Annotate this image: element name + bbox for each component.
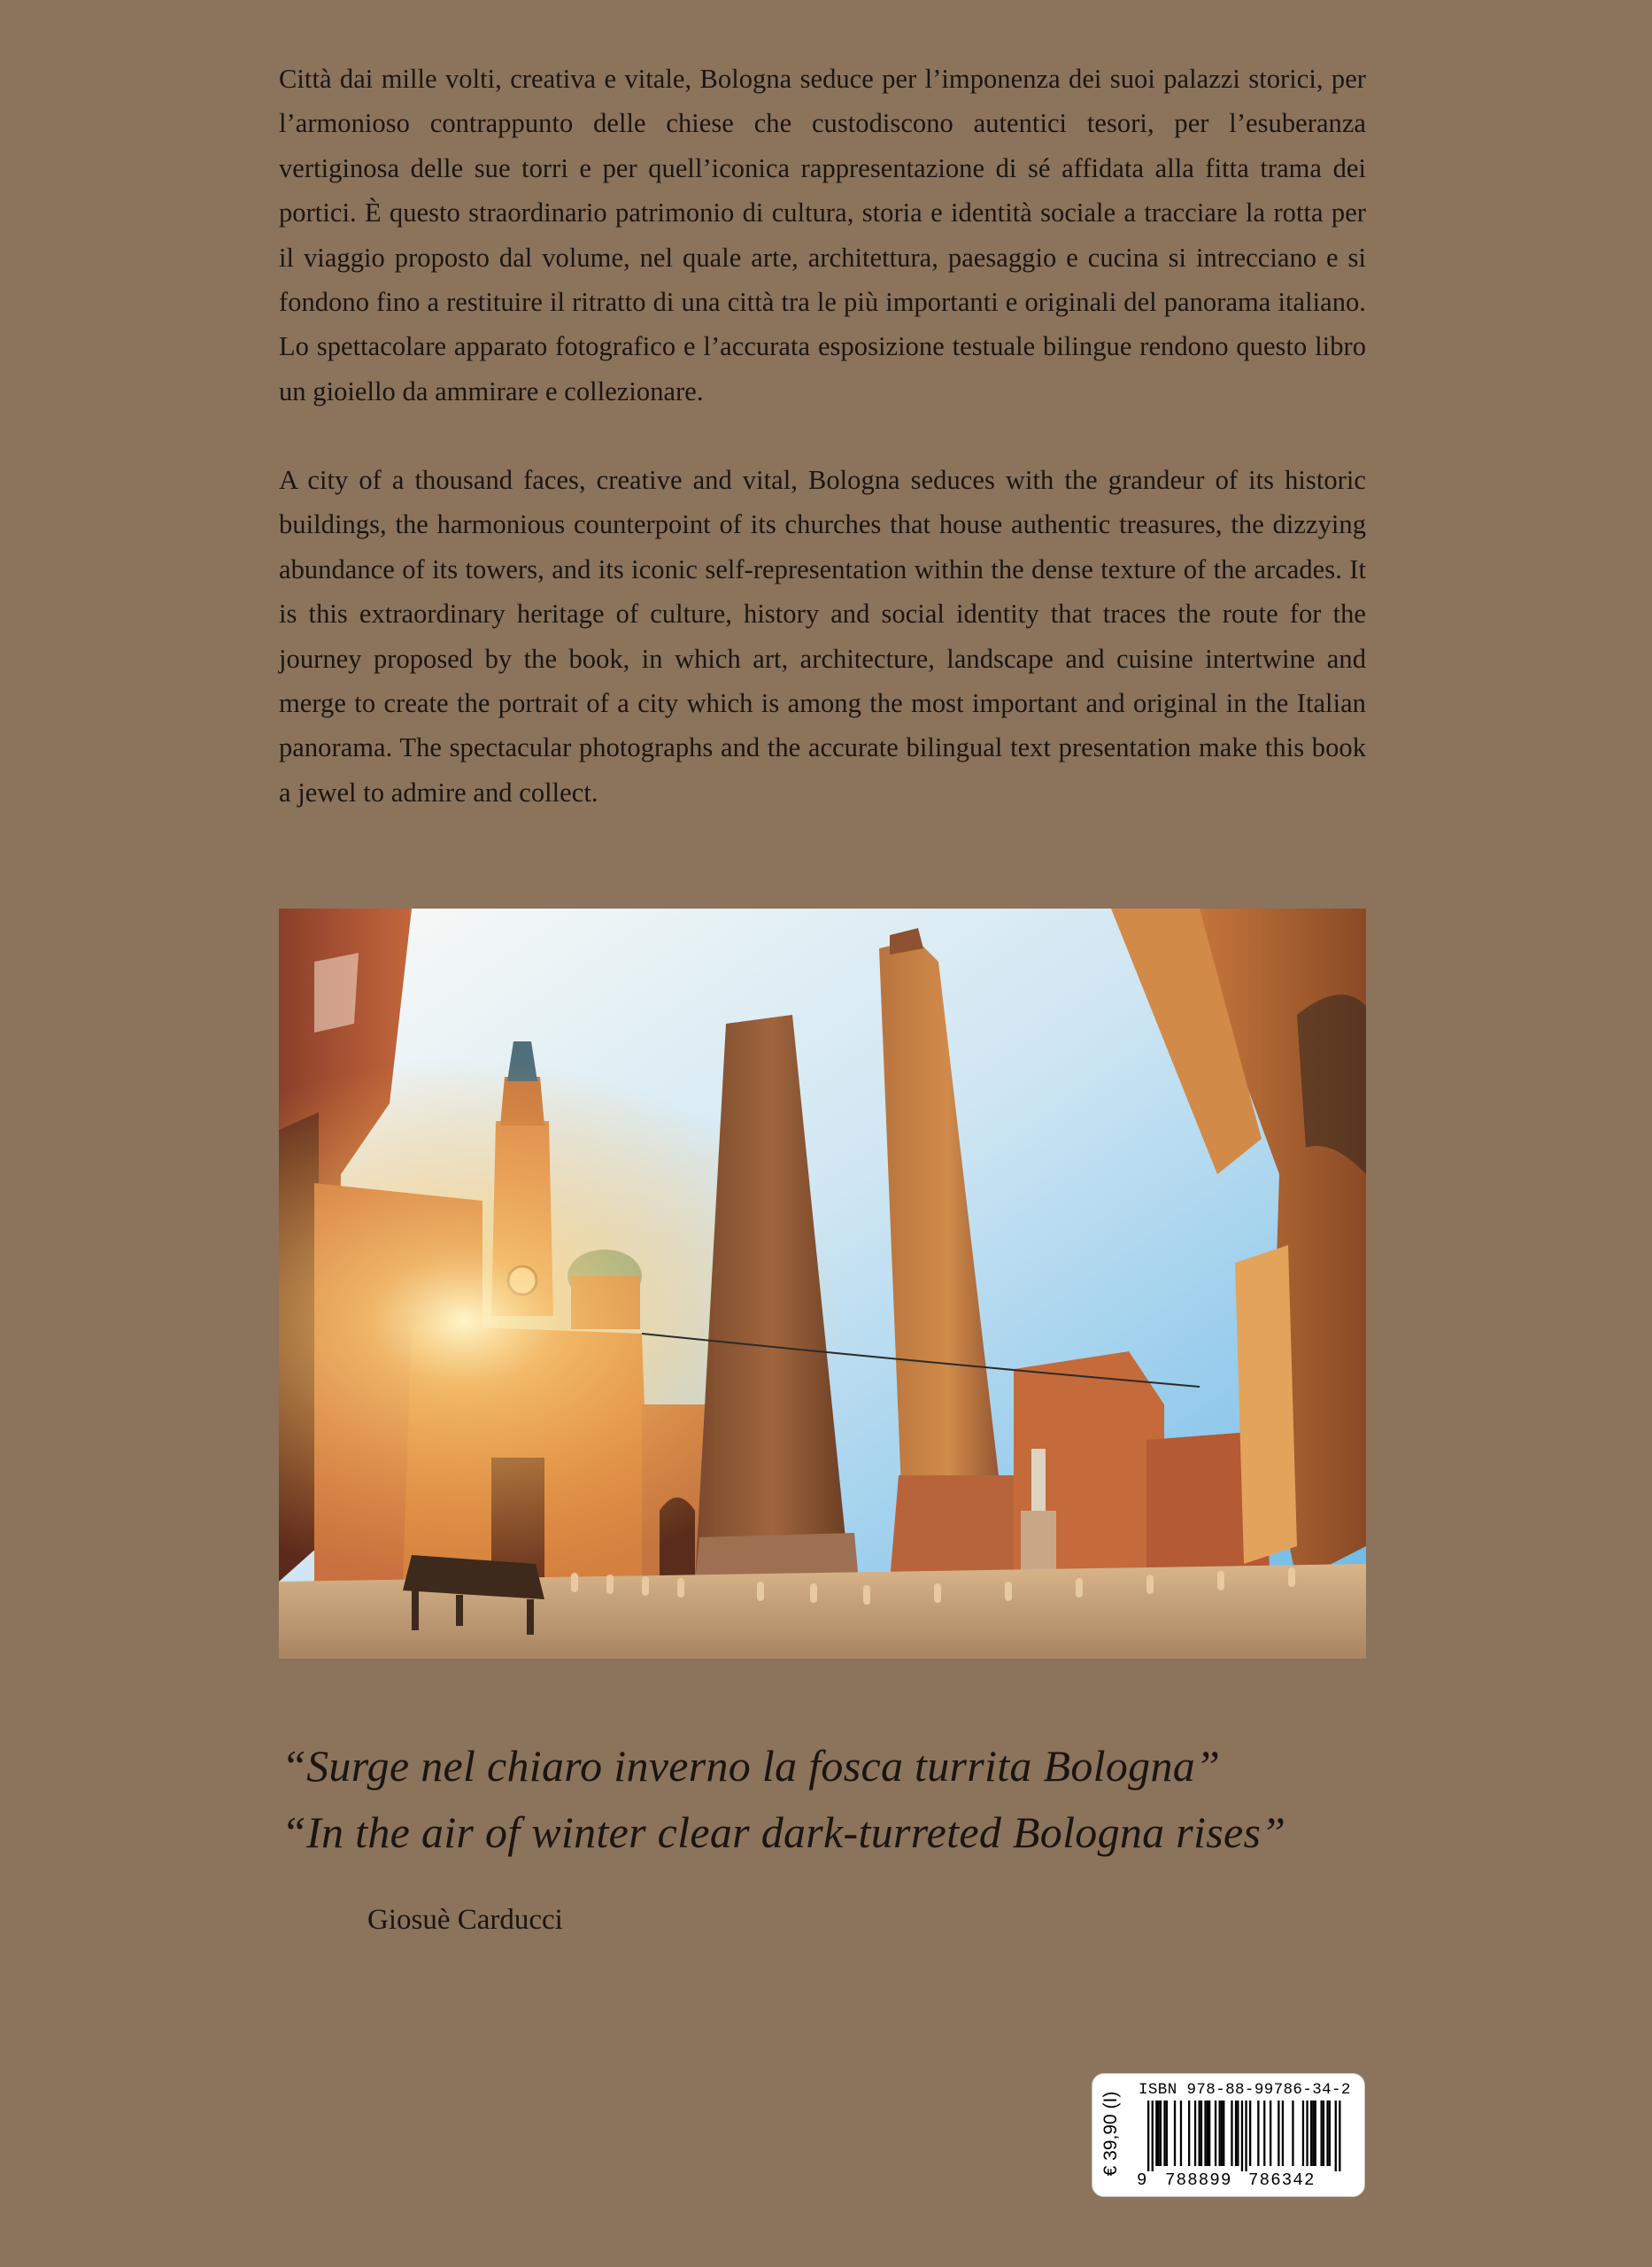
barcode-bar: [1219, 2101, 1221, 2166]
barcode-bar: [1270, 2101, 1271, 2166]
barcode-bar: [1223, 2101, 1224, 2166]
barcode-bar: [1158, 2101, 1160, 2166]
barcode-bars: [1135, 2101, 1352, 2171]
isbn-text: ISBN 978-88-99786-34-2: [1139, 2081, 1351, 2099]
barcode-bar: [1257, 2101, 1259, 2166]
ean-left-group: 788899: [1165, 2170, 1232, 2190]
barcode-bar: [1147, 2101, 1149, 2171]
barcode-bar: [1292, 2101, 1293, 2166]
barcode-bar: [1310, 2101, 1312, 2166]
barcode-bar: [1312, 2101, 1314, 2166]
barcode-bar: [1235, 2101, 1237, 2166]
barcode-bar: [1174, 2101, 1176, 2166]
barcode-bar: [1188, 2101, 1190, 2166]
barcode-bar: [1323, 2101, 1324, 2166]
barcode-bar: [1155, 2101, 1157, 2166]
quote-english: “In the air of winter clear dark-turreted Bologna rises”: [282, 1807, 1286, 1857]
barcode-bar: [1321, 2101, 1323, 2166]
barcode-bar: [1237, 2101, 1239, 2166]
barcode-bar: [1282, 2101, 1284, 2166]
barcode-bar: [1152, 2101, 1154, 2171]
barcode-bar: [1306, 2101, 1308, 2166]
quote-italian: “Surge nel chiaro inverno la fosca turrita Bologna”: [282, 1741, 1221, 1791]
barcode-bar: [1339, 2101, 1340, 2171]
barcode-bar: [1335, 2101, 1337, 2171]
blurb-english: A city of a thousand faces, creative and vital, Bologna seduces with the grandeur of its historic buildings, the harmonious counterpoint of its churches that house authentic treasures, the dizzying abundance of its towers, and its iconic self-representation within the dense texture of the arcades. It is this extraordinary heritage of culture, history and social identity that traces the route for the journey proposed by the book, in which art, architecture, landscape and cuisine intertwine and merge to create the portrait of a city which is among the most important and original in the Italian panorama. The spectacular photographs and the accurate bilingual text presentation make this book a jewel to admire and collect.: [279, 465, 1366, 808]
barcode-bar: [1278, 2101, 1279, 2166]
quote-author: Giosuè Carducci: [367, 1904, 563, 1936]
barcode-bar: [1329, 2101, 1331, 2166]
barcode-bar: [1204, 2101, 1206, 2166]
barcode-bar: [1215, 2101, 1216, 2166]
barcode-bar: [1200, 2101, 1202, 2166]
isbn-barcode-label: [1092, 2073, 1365, 2197]
barcode-bar: [1249, 2101, 1251, 2166]
blurb-italian: Città dai mille volti, creativa e vitale, Bologna seduce per l’imponenza dei suoi palazzi storici, per l’armonioso contrappunto delle chiese che custodiscono autentici tesori, per l’esuberanza vertiginosa delle sue torri e per quell’iconica rappresentazione di sé affidata alla fitta trama dei portici. È questo straordinario patrimonio di cultura, storia e identità sociale a tracciare la rotta per il viaggio proposto dal volume, nel quale arte, architettura, paesaggio e cucina si intrecciano e si fondono fino a restituire il ritratto di una città tra le più importanti e originali del panorama italiano. Lo spettacolare apparato fotografico e l’accurata esposizione testuale bilingue rendono questo libro un gioiello da ammirare e collezionare.: [279, 64, 1366, 406]
barcode-bar: [1245, 2101, 1247, 2171]
barcode-bar: [1315, 2101, 1316, 2166]
barcode-bar: [1231, 2101, 1232, 2166]
barcode-bar: [1160, 2101, 1162, 2166]
barcode-bar: [1163, 2101, 1165, 2166]
ean-right-group: 786342: [1248, 2170, 1316, 2190]
barcode-bar: [1208, 2101, 1210, 2166]
barcode-bar: [1263, 2101, 1265, 2166]
barcode-bar: [1166, 2101, 1168, 2166]
barcode-bar: [1302, 2101, 1304, 2166]
price-label: € 39,90 (I): [1100, 2091, 1121, 2177]
barcode-bar: [1194, 2101, 1196, 2166]
barcode-bar: [1207, 2101, 1208, 2166]
barcode-bar: [1199, 2101, 1200, 2166]
ean-first-digit: 9: [1137, 2170, 1148, 2190]
barcode-bar: [1241, 2101, 1243, 2171]
cover-photo-two-towers: [279, 909, 1366, 1659]
barcode-bar: [1221, 2101, 1223, 2166]
barcode-bar: [1180, 2101, 1182, 2166]
barcode-bar: [1326, 2101, 1328, 2166]
